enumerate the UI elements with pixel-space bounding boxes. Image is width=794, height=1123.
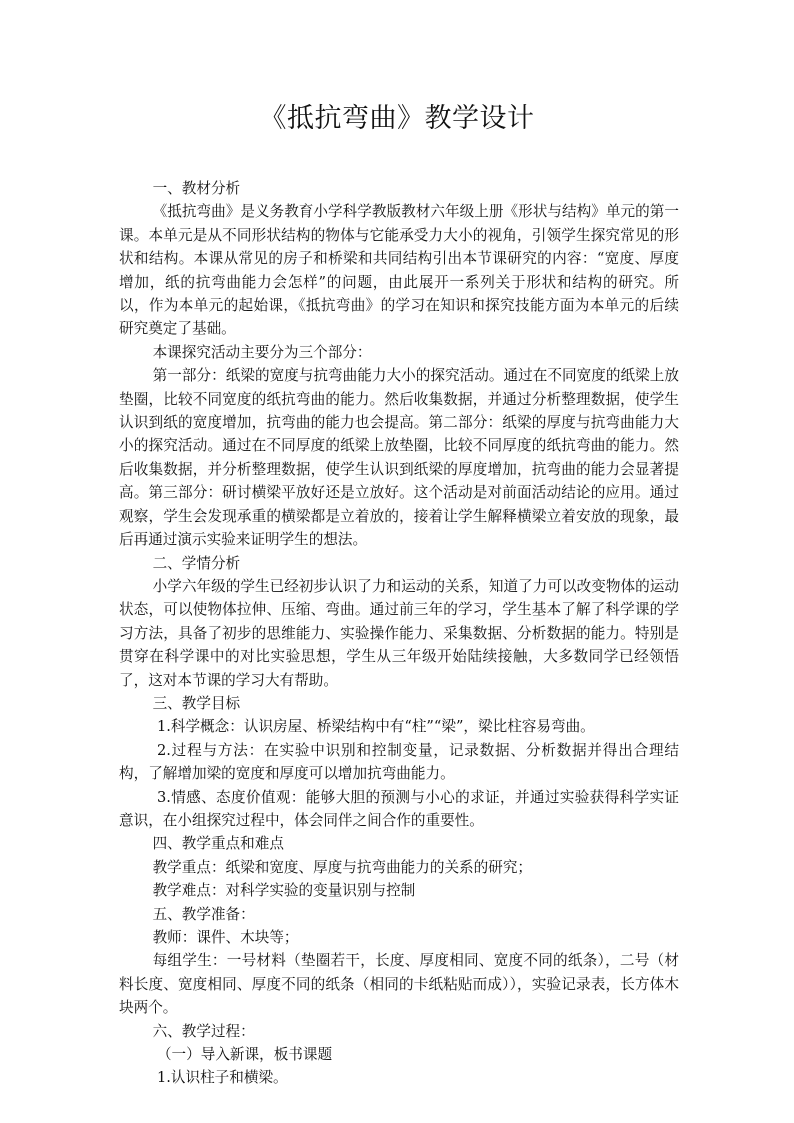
document-title: 《抵抗弯曲》教学设计 (259, 103, 535, 134)
section-heading-learner-analysis: 二、学情分析 (152, 554, 241, 572)
paragraph-learner-analysis: 小学六年级的学生已经初步认识了力和运动的关系，知道了力可以改变物体的运动状态，可以使物体拉伸、压缩、弯曲。通过前三年的学习，学生基本了解了科学课的学习方法，具备了初步的思维能力、实验操作能力、采集数据、分析数据的能力。特别是贯穿在科学课中的对比实验思想，学生从三年级开始陆续接触，大多数同学已经领悟了，这对本节课的学习大有帮助。 (119, 577, 679, 689)
paragraph-process-step-intro: （一）导入新课，板书课题 (156, 1046, 333, 1064)
paragraph-activities-parts: 第一部分：纸梁的宽度与抗弯曲能力大小的探究活动。通过在不同宽度的纸梁上放垫圈，比较不同宽度的纸抗弯曲的能力。然后收集数据，并通过分析整理数据，使学生认识到纸的宽度增加，抗弯曲的能力也会提高。第二部分：纸梁的厚度与抗弯曲能力大小的探究活动。通过在不同厚度的纸梁上放垫圈，比较不同厚度的纸抗弯曲的能力。然后收集数据，并分析整理数据，使学生认识到纸梁的厚度增加，抗弯曲的能力会显著提高。第三部分：研讨横梁平放好还是立放好。这个活动是对前面活动结论的应用。通过观察，学生会发现承重的横梁都是立着放的，接着让学生解释横梁立着安放的现象，最后再通过演示实验来证明学生的想法。 (119, 367, 679, 549)
section-heading-key-points: 四、教学重点和难点 (152, 835, 284, 853)
paragraph-teacher-materials: 教师：课件、木块等； (152, 929, 299, 946)
paragraph-process-step-1: 1.认识柱子和横梁。 (156, 1069, 288, 1087)
section-heading-teaching-goals: 三、教学目标 (152, 694, 241, 712)
paragraph-textbook-analysis: 《抵抗弯曲》是义务教育小学科学教版教材六年级上册《形状与结构》单元的第一课。本单元是从不同形状结构的物体与它能承受力大小的视角，引领学生探究常见的形状和结构。本课从常见的房子和桥梁和共同结构引出本节课研究的内容：“宽度、厚度增加，纸的抗弯曲能力会怎样”的问题，由此展开一系列关于形状和结构的研究。所以，作为本单元的起始课，《抵抗弯曲》的学习在知识和探究技能方面为本单元的后续研究奠定了基础。 (119, 203, 679, 338)
paragraph-goal-process: 2.过程与方法：在实验中识别和控制变量，记录数据、分析数据并得出合理结构，了解增加梁的宽度和厚度可以增加抗弯曲能力。 (119, 741, 679, 783)
section-heading-teaching-process: 六、教学过程： (152, 1022, 255, 1040)
paragraph-key-point: 教学重点：纸梁和宽度、厚度与抗弯曲能力的关系的研究； (152, 858, 533, 876)
section-heading-preparation: 五、教学准备： (152, 905, 255, 923)
paragraph-activities-intro: 本课探究活动主要分为三个部分： (152, 343, 372, 361)
section-heading-textbook-analysis: 一、教材分析 (152, 180, 241, 197)
paragraph-goal-attitude: 3.情感、态度价值观：能够大胆的预测与小心的求证，并通过实验获得科学实证意识，在小组探究过程中，体会同伴之间合作的重要性。 (119, 788, 679, 829)
document-body (119, 177, 679, 1090)
paragraph-difficult-point: 教学难点：对科学实验的变量识别与控制 (152, 882, 416, 900)
paragraph-goal-concept: 1.科学概念：认识房屋、桥梁结构中有“柱”“梁”，梁比柱容易弯曲。 (156, 718, 595, 736)
paragraph-student-materials: 每组学生：一号材料（垫圈若干，长度、厚度相同、宽度不同的纸条），二号（材料长度、宽度相同、厚度不同的纸条（相同的卡纸粘贴而成）），实验记录表，长方体木块两个。 (119, 952, 679, 1017)
